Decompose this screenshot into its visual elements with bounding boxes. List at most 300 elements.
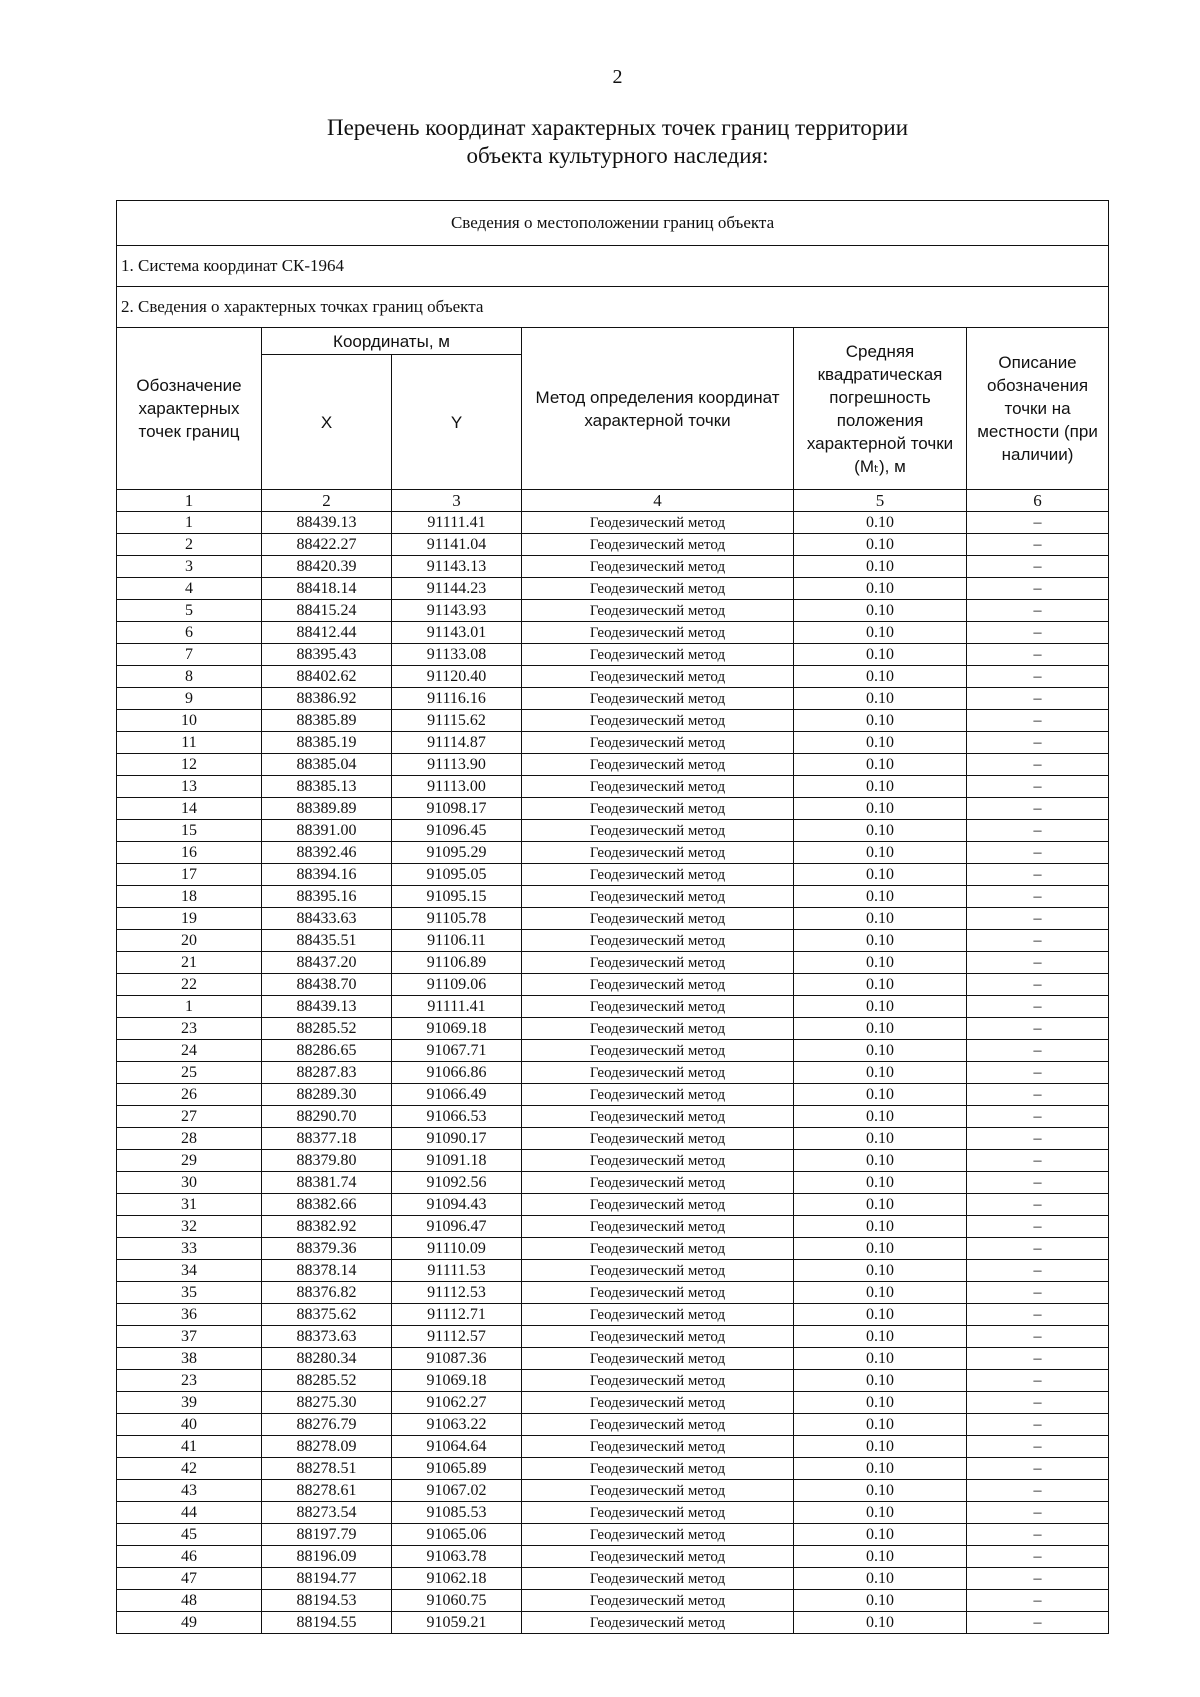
point-number-cell: 38: [117, 1348, 262, 1370]
x-coordinate-cell: 88402.62: [262, 666, 392, 688]
error-value-cell: 0.10: [794, 1502, 967, 1524]
x-coordinate-cell: 88395.16: [262, 886, 392, 908]
point-number-cell: 44: [117, 1502, 262, 1524]
y-coordinate-cell: 91114.87: [392, 732, 522, 754]
header-coordinates: Координаты, м: [262, 328, 522, 355]
method-cell: Геодезический метод: [522, 1084, 794, 1106]
y-coordinate-cell: 91098.17: [392, 798, 522, 820]
column-number: 1: [117, 490, 262, 512]
error-value-cell: 0.10: [794, 1348, 967, 1370]
description-cell: –: [967, 1436, 1109, 1458]
table-row: [117, 1480, 1109, 1502]
method-cell: Геодезический метод: [522, 1480, 794, 1502]
table-row: [117, 1018, 1109, 1040]
error-value-cell: 0.10: [794, 622, 967, 644]
x-coordinate-cell: 88386.92: [262, 688, 392, 710]
error-value-cell: 0.10: [794, 710, 967, 732]
y-coordinate-cell: 91110.09: [392, 1238, 522, 1260]
description-cell: –: [967, 1084, 1109, 1106]
y-coordinate-cell: 91143.93: [392, 600, 522, 622]
description-cell: –: [967, 1172, 1109, 1194]
table-row: [117, 622, 1109, 644]
method-cell: Геодезический метод: [522, 974, 794, 996]
y-coordinate-cell: 91112.57: [392, 1326, 522, 1348]
description-cell: –: [967, 1458, 1109, 1480]
description-cell: –: [967, 534, 1109, 556]
point-number-cell: 24: [117, 1040, 262, 1062]
x-coordinate-cell: 88379.36: [262, 1238, 392, 1260]
y-coordinate-cell: 91111.41: [392, 512, 522, 534]
description-cell: –: [967, 1414, 1109, 1436]
table-row: [117, 1414, 1109, 1436]
table-row: [117, 864, 1109, 886]
table-row: [117, 1260, 1109, 1282]
description-cell: –: [967, 1590, 1109, 1612]
table-row: [117, 666, 1109, 688]
column-number: 3: [392, 490, 522, 512]
point-number-cell: 26: [117, 1084, 262, 1106]
point-number-cell: 15: [117, 820, 262, 842]
x-coordinate-cell: 88285.52: [262, 1018, 392, 1040]
y-coordinate-cell: 91143.13: [392, 556, 522, 578]
table-row: [117, 644, 1109, 666]
y-coordinate-cell: 91096.45: [392, 820, 522, 842]
x-coordinate-cell: 88285.52: [262, 1370, 392, 1392]
table-row: [117, 600, 1109, 622]
error-value-cell: 0.10: [794, 1326, 967, 1348]
y-coordinate-cell: 91106.11: [392, 930, 522, 952]
description-cell: –: [967, 1524, 1109, 1546]
x-coordinate-cell: 88389.89: [262, 798, 392, 820]
description-cell: –: [967, 930, 1109, 952]
y-coordinate-cell: 91095.15: [392, 886, 522, 908]
method-cell: Геодезический метод: [522, 1150, 794, 1172]
point-number-cell: 23: [117, 1370, 262, 1392]
description-cell: –: [967, 1568, 1109, 1590]
description-cell: –: [967, 1216, 1109, 1238]
description-cell: –: [967, 974, 1109, 996]
method-cell: Геодезический метод: [522, 1018, 794, 1040]
title-line-1: Перечень координат характерных точек границ территории: [326, 115, 909, 140]
error-value-cell: 0.10: [794, 1546, 967, 1568]
method-cell: Геодезический метод: [522, 996, 794, 1018]
description-cell: –: [967, 600, 1109, 622]
x-coordinate-cell: 88278.61: [262, 1480, 392, 1502]
x-coordinate-cell: 88196.09: [262, 1546, 392, 1568]
y-coordinate-cell: 91113.00: [392, 776, 522, 798]
method-cell: Геодезический метод: [522, 820, 794, 842]
method-cell: Геодезический метод: [522, 578, 794, 600]
method-cell: Геодезический метод: [522, 1370, 794, 1392]
header-description: Описание обозначения точки на местности (при наличии): [967, 328, 1109, 490]
error-value-cell: 0.10: [794, 666, 967, 688]
point-number-cell: 31: [117, 1194, 262, 1216]
description-cell: –: [967, 842, 1109, 864]
y-coordinate-cell: 91059.21: [392, 1612, 522, 1634]
x-coordinate-cell: 88194.53: [262, 1590, 392, 1612]
description-cell: –: [967, 952, 1109, 974]
error-value-cell: 0.10: [794, 1370, 967, 1392]
y-coordinate-cell: 91090.17: [392, 1128, 522, 1150]
method-cell: Геодезический метод: [522, 1348, 794, 1370]
x-coordinate-cell: 88394.16: [262, 864, 392, 886]
point-number-cell: 16: [117, 842, 262, 864]
method-cell: Геодезический метод: [522, 688, 794, 710]
method-cell: Геодезический метод: [522, 952, 794, 974]
error-value-cell: 0.10: [794, 842, 967, 864]
description-cell: –: [967, 1370, 1109, 1392]
points-info: 2. Сведения о характерных точках границ объекта: [117, 287, 1109, 328]
table-row: [117, 820, 1109, 842]
x-coordinate-cell: 88385.04: [262, 754, 392, 776]
table-row: [117, 1084, 1109, 1106]
y-coordinate-cell: 91109.06: [392, 974, 522, 996]
point-number-cell: 37: [117, 1326, 262, 1348]
description-cell: –: [967, 886, 1109, 908]
x-coordinate-cell: 88439.13: [262, 996, 392, 1018]
y-coordinate-cell: 91065.89: [392, 1458, 522, 1480]
section-header: Сведения о местоположении границ объекта: [117, 201, 1109, 246]
point-number-cell: 5: [117, 600, 262, 622]
table-row: [117, 1370, 1109, 1392]
error-value-cell: 0.10: [794, 600, 967, 622]
column-number: 5: [794, 490, 967, 512]
error-value-cell: 0.10: [794, 798, 967, 820]
column-number: 4: [522, 490, 794, 512]
description-cell: –: [967, 820, 1109, 842]
description-cell: –: [967, 578, 1109, 600]
x-coordinate-cell: 88375.62: [262, 1304, 392, 1326]
point-number-cell: 42: [117, 1458, 262, 1480]
method-cell: Геодезический метод: [522, 710, 794, 732]
description-cell: –: [967, 1238, 1109, 1260]
column-number: 6: [967, 490, 1109, 512]
error-value-cell: 0.10: [794, 1304, 967, 1326]
x-coordinate-cell: 88418.14: [262, 578, 392, 600]
error-value-cell: 0.10: [794, 1018, 967, 1040]
error-value-cell: 0.10: [794, 886, 967, 908]
error-value-cell: 0.10: [794, 688, 967, 710]
table-row: [117, 1568, 1109, 1590]
error-value-cell: 0.10: [794, 1194, 967, 1216]
description-cell: –: [967, 556, 1109, 578]
description-cell: –: [967, 908, 1109, 930]
x-coordinate-cell: 88278.09: [262, 1436, 392, 1458]
y-coordinate-cell: 91143.01: [392, 622, 522, 644]
method-cell: Геодезический метод: [522, 644, 794, 666]
point-number-cell: 4: [117, 578, 262, 600]
point-number-cell: 21: [117, 952, 262, 974]
table-row: [117, 1150, 1109, 1172]
description-cell: –: [967, 1304, 1109, 1326]
error-value-cell: 0.10: [794, 1458, 967, 1480]
point-number-cell: 25: [117, 1062, 262, 1084]
error-value-cell: 0.10: [794, 578, 967, 600]
y-coordinate-cell: 91112.71: [392, 1304, 522, 1326]
method-cell: Геодезический метод: [522, 798, 794, 820]
method-cell: Геодезический метод: [522, 1194, 794, 1216]
description-cell: –: [967, 1150, 1109, 1172]
description-cell: –: [967, 754, 1109, 776]
table-row: [117, 798, 1109, 820]
point-number-cell: 48: [117, 1590, 262, 1612]
y-coordinate-cell: 91111.41: [392, 996, 522, 1018]
error-value-cell: 0.10: [794, 930, 967, 952]
column-numbers-row: [117, 490, 1109, 512]
table-row: [117, 688, 1109, 710]
x-coordinate-cell: 88433.63: [262, 908, 392, 930]
x-coordinate-cell: 88435.51: [262, 930, 392, 952]
x-coordinate-cell: 88376.82: [262, 1282, 392, 1304]
y-coordinate-cell: 91095.29: [392, 842, 522, 864]
method-cell: Геодезический метод: [522, 1612, 794, 1634]
error-value-cell: 0.10: [794, 732, 967, 754]
point-number-cell: 2: [117, 534, 262, 556]
table-row: [117, 1590, 1109, 1612]
error-value-cell: 0.10: [794, 644, 967, 666]
x-coordinate-cell: 88373.63: [262, 1326, 392, 1348]
y-coordinate-cell: 91087.36: [392, 1348, 522, 1370]
method-cell: Геодезический метод: [522, 930, 794, 952]
description-cell: –: [967, 710, 1109, 732]
table-row: [117, 842, 1109, 864]
x-coordinate-cell: 88278.51: [262, 1458, 392, 1480]
x-coordinate-cell: 88412.44: [262, 622, 392, 644]
point-number-cell: 22: [117, 974, 262, 996]
point-number-cell: 46: [117, 1546, 262, 1568]
y-coordinate-cell: 91112.53: [392, 1282, 522, 1304]
point-number-cell: 30: [117, 1172, 262, 1194]
title-line-2: объекта культурного наследия:: [466, 143, 769, 168]
description-cell: –: [967, 1018, 1109, 1040]
method-cell: Геодезический метод: [522, 600, 794, 622]
table-row: [117, 1128, 1109, 1150]
table-row: [117, 1216, 1109, 1238]
method-cell: Геодезический метод: [522, 1172, 794, 1194]
error-value-cell: 0.10: [794, 1040, 967, 1062]
y-coordinate-cell: 91094.43: [392, 1194, 522, 1216]
method-cell: Геодезический метод: [522, 534, 794, 556]
method-cell: Геодезический метод: [522, 1304, 794, 1326]
error-value-cell: 0.10: [794, 1590, 967, 1612]
error-value-cell: 0.10: [794, 1612, 967, 1634]
description-cell: –: [967, 798, 1109, 820]
y-coordinate-cell: 91085.53: [392, 1502, 522, 1524]
table-row: [117, 1436, 1109, 1458]
header-designation: Обозначение характерных точек границ: [117, 328, 262, 490]
method-cell: Геодезический метод: [522, 1436, 794, 1458]
point-number-cell: 23: [117, 1018, 262, 1040]
x-coordinate-cell: 88382.66: [262, 1194, 392, 1216]
point-number-cell: 34: [117, 1260, 262, 1282]
point-number-cell: 27: [117, 1106, 262, 1128]
point-number-cell: 7: [117, 644, 262, 666]
x-coordinate-cell: 88286.65: [262, 1040, 392, 1062]
table-row: [117, 886, 1109, 908]
x-coordinate-cell: 88377.18: [262, 1128, 392, 1150]
error-value-cell: 0.10: [794, 556, 967, 578]
description-cell: –: [967, 1546, 1109, 1568]
table-row: [117, 1502, 1109, 1524]
method-cell: Геодезический метод: [522, 1216, 794, 1238]
error-value-cell: 0.10: [794, 952, 967, 974]
method-cell: Геодезический метод: [522, 1282, 794, 1304]
description-cell: –: [967, 1260, 1109, 1282]
y-coordinate-cell: 91067.02: [392, 1480, 522, 1502]
x-coordinate-cell: 88437.20: [262, 952, 392, 974]
point-number-cell: 43: [117, 1480, 262, 1502]
coordinates-table: [116, 200, 1109, 1634]
table-row: [117, 1172, 1109, 1194]
description-cell: –: [967, 1480, 1109, 1502]
table-row: [117, 512, 1109, 534]
description-cell: –: [967, 622, 1109, 644]
table-row: [117, 754, 1109, 776]
table-row: [117, 1392, 1109, 1414]
error-value-cell: 0.10: [794, 512, 967, 534]
y-coordinate-cell: 91105.78: [392, 908, 522, 930]
x-coordinate-cell: 88280.34: [262, 1348, 392, 1370]
point-number-cell: 12: [117, 754, 262, 776]
description-cell: –: [967, 512, 1109, 534]
table-row: [117, 578, 1109, 600]
x-coordinate-cell: 88273.54: [262, 1502, 392, 1524]
point-number-cell: 17: [117, 864, 262, 886]
y-coordinate-cell: 91065.06: [392, 1524, 522, 1546]
method-cell: Геодезический метод: [522, 1458, 794, 1480]
method-cell: Геодезический метод: [522, 1128, 794, 1150]
point-number-cell: 35: [117, 1282, 262, 1304]
error-value-cell: 0.10: [794, 996, 967, 1018]
y-coordinate-cell: 91116.16: [392, 688, 522, 710]
page-number: 2: [612, 66, 623, 88]
x-coordinate-cell: 88392.46: [262, 842, 392, 864]
y-coordinate-cell: 91060.75: [392, 1590, 522, 1612]
x-coordinate-cell: 88194.55: [262, 1612, 392, 1634]
table-row: [117, 1612, 1109, 1634]
x-coordinate-cell: 88379.80: [262, 1150, 392, 1172]
method-cell: Геодезический метод: [522, 666, 794, 688]
description-cell: –: [967, 732, 1109, 754]
point-number-cell: 45: [117, 1524, 262, 1546]
y-coordinate-cell: 91141.04: [392, 534, 522, 556]
table-row: [117, 1238, 1109, 1260]
x-coordinate-cell: 88391.00: [262, 820, 392, 842]
x-coordinate-cell: 88395.43: [262, 644, 392, 666]
x-coordinate-cell: 88381.74: [262, 1172, 392, 1194]
y-coordinate-cell: 91066.86: [392, 1062, 522, 1084]
point-number-cell: 13: [117, 776, 262, 798]
description-cell: –: [967, 1062, 1109, 1084]
header-method: Метод определения координат характерной точки: [522, 328, 794, 490]
table-row: [117, 1304, 1109, 1326]
y-coordinate-cell: 91067.71: [392, 1040, 522, 1062]
table-row: [117, 908, 1109, 930]
x-coordinate-cell: 88290.70: [262, 1106, 392, 1128]
description-cell: –: [967, 1040, 1109, 1062]
table-row: [117, 732, 1109, 754]
point-number-cell: 40: [117, 1414, 262, 1436]
method-cell: Геодезический метод: [522, 732, 794, 754]
description-cell: –: [967, 666, 1109, 688]
header-error: Средняя квадратическая погрешность положения характерной точки (Mₜ), м: [794, 328, 967, 490]
error-value-cell: 0.10: [794, 1568, 967, 1590]
x-coordinate-cell: 88378.14: [262, 1260, 392, 1282]
error-value-cell: 0.10: [794, 1414, 967, 1436]
description-cell: –: [967, 1106, 1109, 1128]
point-number-cell: 47: [117, 1568, 262, 1590]
description-cell: –: [967, 1194, 1109, 1216]
y-coordinate-cell: 91069.18: [392, 1018, 522, 1040]
method-cell: Геодезический метод: [522, 1414, 794, 1436]
x-coordinate-cell: 88197.79: [262, 1524, 392, 1546]
method-cell: Геодезический метод: [522, 1238, 794, 1260]
point-number-cell: 18: [117, 886, 262, 908]
table-row: [117, 556, 1109, 578]
method-cell: Геодезический метод: [522, 886, 794, 908]
description-cell: –: [967, 1128, 1109, 1150]
column-number: 2: [262, 490, 392, 512]
error-value-cell: 0.10: [794, 1216, 967, 1238]
point-number-cell: 29: [117, 1150, 262, 1172]
table-row: [117, 996, 1109, 1018]
y-coordinate-cell: 91111.53: [392, 1260, 522, 1282]
method-cell: Геодезический метод: [522, 864, 794, 886]
y-coordinate-cell: 91066.49: [392, 1084, 522, 1106]
header-x: X: [262, 355, 392, 490]
y-coordinate-cell: 91091.18: [392, 1150, 522, 1172]
y-coordinate-cell: 91120.40: [392, 666, 522, 688]
x-coordinate-cell: 88275.30: [262, 1392, 392, 1414]
method-cell: Геодезический метод: [522, 754, 794, 776]
y-coordinate-cell: 91095.05: [392, 864, 522, 886]
y-coordinate-cell: 91113.90: [392, 754, 522, 776]
y-coordinate-cell: 91092.56: [392, 1172, 522, 1194]
method-cell: Геодезический метод: [522, 1326, 794, 1348]
description-cell: –: [967, 864, 1109, 886]
error-value-cell: 0.10: [794, 908, 967, 930]
method-cell: Геодезический метод: [522, 1568, 794, 1590]
method-cell: Геодезический метод: [522, 1062, 794, 1084]
error-value-cell: 0.10: [794, 1238, 967, 1260]
point-number-cell: 9: [117, 688, 262, 710]
point-number-cell: 8: [117, 666, 262, 688]
x-coordinate-cell: 88385.89: [262, 710, 392, 732]
x-coordinate-cell: 88385.19: [262, 732, 392, 754]
y-coordinate-cell: 91106.89: [392, 952, 522, 974]
table-row: [117, 1524, 1109, 1546]
error-value-cell: 0.10: [794, 1062, 967, 1084]
x-coordinate-cell: 88422.27: [262, 534, 392, 556]
method-cell: Геодезический метод: [522, 1260, 794, 1282]
error-value-cell: 0.10: [794, 1084, 967, 1106]
point-number-cell: 32: [117, 1216, 262, 1238]
y-coordinate-cell: 91144.23: [392, 578, 522, 600]
y-coordinate-cell: 91063.78: [392, 1546, 522, 1568]
description-cell: –: [967, 644, 1109, 666]
method-cell: Геодезический метод: [522, 908, 794, 930]
point-number-cell: 14: [117, 798, 262, 820]
y-coordinate-cell: 91062.18: [392, 1568, 522, 1590]
method-cell: Геодезический метод: [522, 622, 794, 644]
error-value-cell: 0.10: [794, 1150, 967, 1172]
point-number-cell: 10: [117, 710, 262, 732]
description-cell: –: [967, 1612, 1109, 1634]
description-cell: –: [967, 1282, 1109, 1304]
point-number-cell: 11: [117, 732, 262, 754]
y-coordinate-cell: 91069.18: [392, 1370, 522, 1392]
error-value-cell: 0.10: [794, 1128, 967, 1150]
